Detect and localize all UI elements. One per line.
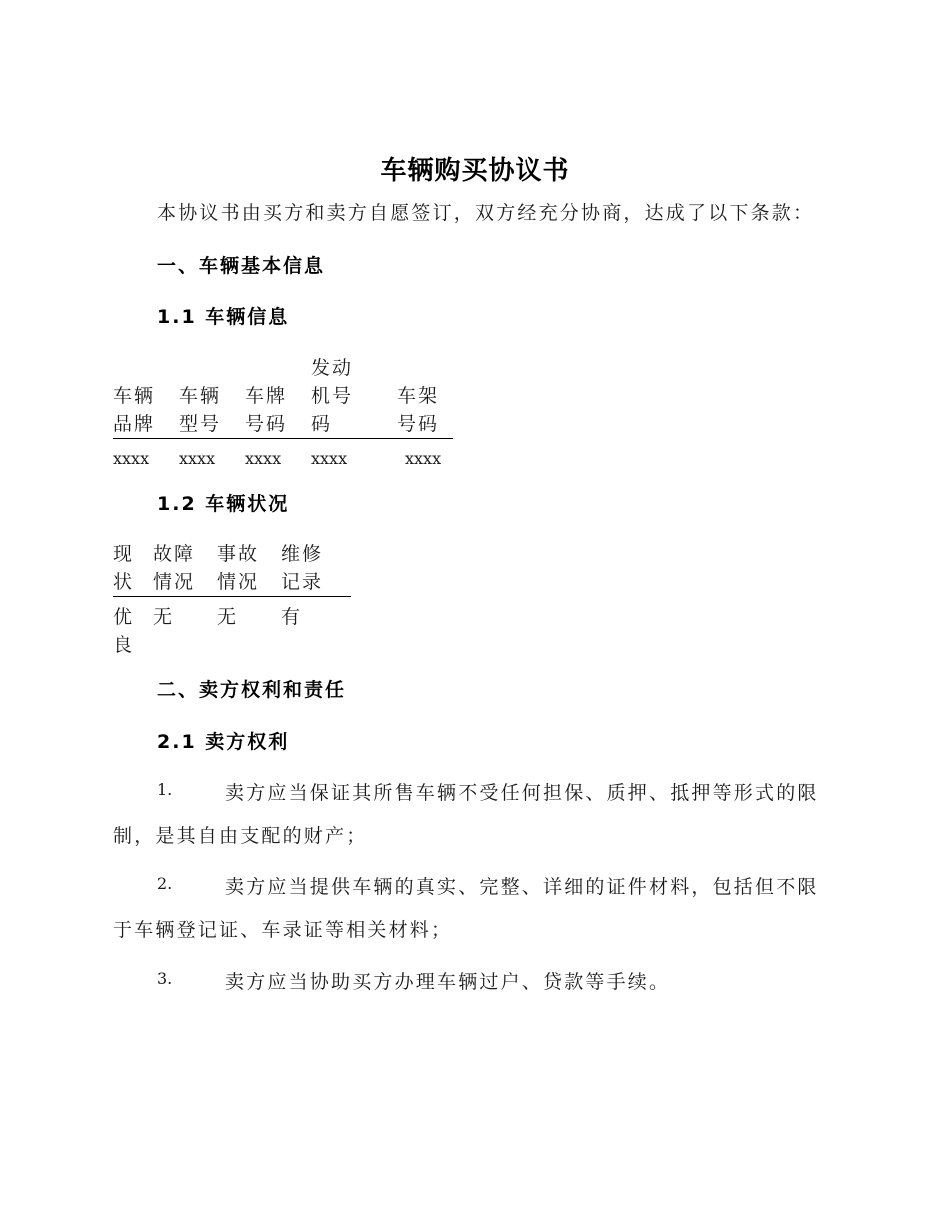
cell-plate: xxxx	[245, 449, 282, 468]
header-engine: 发动机号码	[311, 354, 389, 439]
header-status: 现状	[113, 540, 153, 597]
header-model: 车辆型号	[179, 354, 245, 439]
header-fault: 故障情况	[153, 540, 217, 597]
document-title: 车辆购买协议书	[380, 156, 570, 186]
cell-repair: 有	[281, 606, 303, 628]
subsection-1-2-heading: 1.2 车辆状况	[157, 493, 290, 515]
item-2-number: 2.	[157, 874, 173, 893]
header-brand: 车辆品牌	[113, 354, 179, 439]
table-row	[113, 439, 453, 474]
item-1-line2: 制，是其自由支配的财产；	[113, 825, 368, 847]
header-repair: 维修记录	[281, 540, 351, 597]
item-2-line1: 卖方应当提供车辆的真实、完整、详细的证件材料，包括但不限	[225, 876, 819, 898]
header-accident: 事故情况	[217, 540, 281, 597]
cell-model: xxxx	[179, 449, 216, 468]
item-1-line1: 卖方应当保证其所售车辆不受任何担保、质押、抵押等形式的限	[225, 782, 819, 804]
table-row	[113, 597, 351, 660]
subsection-2-1-heading: 2.1 卖方权利	[157, 731, 290, 753]
section-1-heading: 一、车辆基本信息	[157, 255, 326, 277]
vehicle-info-table	[113, 354, 453, 473]
item-1-number: 1.	[157, 780, 173, 799]
header-plate: 车牌号码	[245, 354, 311, 439]
item-3-line1: 卖方应当协助买方办理车辆过户、贷款等手续。	[225, 971, 671, 993]
cell-brand: xxxx	[113, 449, 150, 468]
cell-engine: xxxx	[311, 449, 348, 468]
subsection-1-1-heading: 1.1 车辆信息	[157, 306, 290, 328]
cell-frame: xxxx	[405, 449, 442, 468]
section-2-heading: 二、卖方权利和责任	[157, 679, 347, 701]
cell-accident: 无	[217, 606, 239, 628]
header-frame: 车架号码	[389, 354, 453, 439]
vehicle-condition-table	[113, 540, 351, 659]
item-2-line2: 于车辆登记证、车录证等相关材料；	[113, 919, 453, 941]
intro-paragraph: 本协议书由买方和卖方自愿签订，双方经充分协商，达成了以下条款：	[157, 202, 815, 224]
cell-fault: 无	[153, 606, 175, 628]
item-3-number: 3.	[157, 969, 173, 988]
cell-status: 优良	[113, 606, 135, 656]
